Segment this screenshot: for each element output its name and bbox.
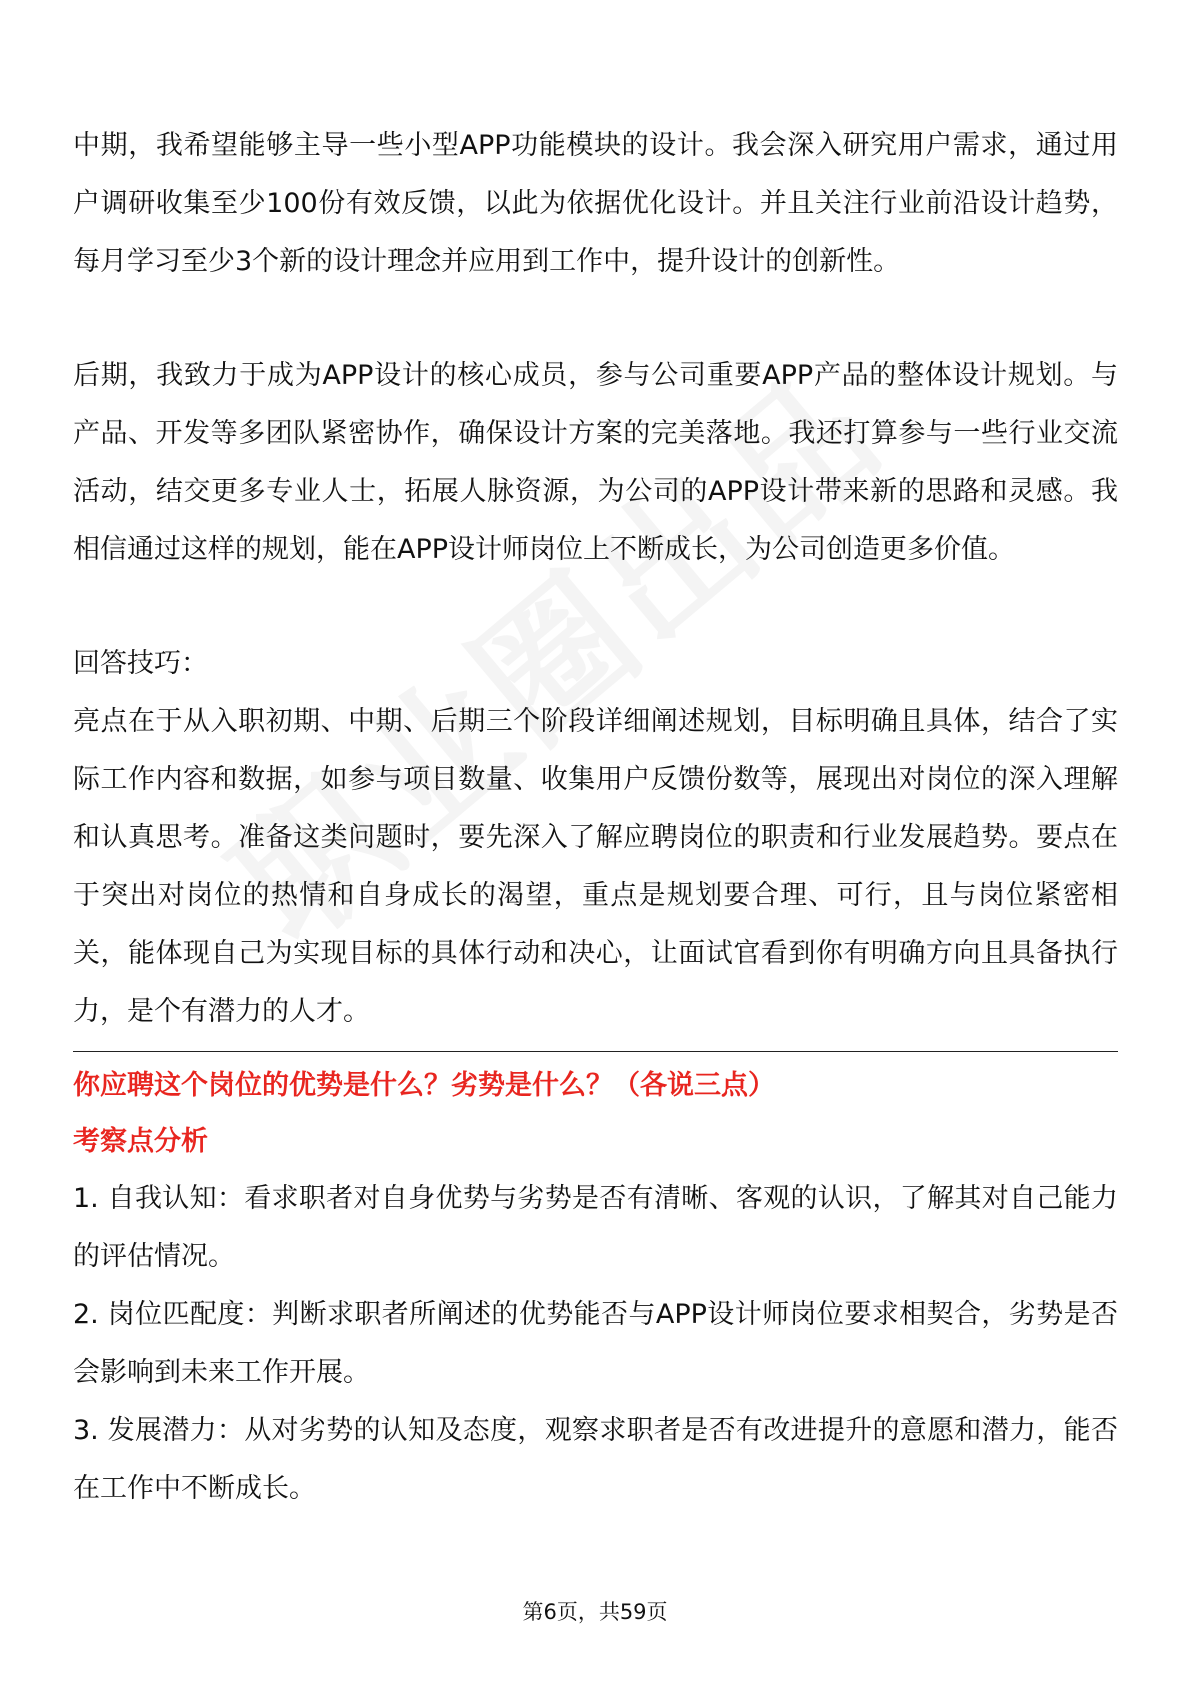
tips-label: 回答技巧： [73, 648, 208, 679]
paragraph-gap [73, 579, 1118, 635]
analysis-point: 3. 发展潜力：从对劣势的认知及态度，观察求职者是否有改进提升的意愿和潜力，能否在工作中不断成长。 [73, 1415, 1118, 1504]
document-body [73, 117, 1118, 1518]
analysis-point: 1. 自我认知：看求职者对自身优势与劣势是否有清晰、客观的认识，了解其对自己能力的评估情况。 [73, 1183, 1118, 1272]
section-divider [73, 1051, 1118, 1052]
analysis-point: 2. 岗位匹配度：判断求职者所阐述的优势能否与APP设计师岗位要求相契合，劣势是否会影响到未来工作开展。 [73, 1299, 1118, 1388]
paragraph-late-term: 后期，我致力于成为APP设计的核心成员，参与公司重要APP产品的整体设计规划。与产品、开发等多团队紧密协作，确保设计方案的完美落地。我还打算参与一些行业交流活动，结交更多专业人士，拓展人脉资源，为公司的APP设计带来新的思路和灵感。我相信通过这样的规划，能在APP设计师岗位上不断成长，为公司创造更多价值。 [73, 360, 1118, 565]
question-title: 你应聘这个岗位的优势是什么？劣势是什么？（各说三点） [73, 1070, 775, 1101]
paragraph-mid-term: 中期，我希望能够主导一些小型APP功能模块的设计。我会深入研究用户需求，通过用户调研收集至少100份有效反馈，以此为依据优化设计。并且关注行业前沿设计趋势，每月学习至少3个新的设计理念并应用到工作中，提升设计的创新性。 [73, 130, 1118, 277]
page-number: 第6页，共59页 [522, 1600, 668, 1624]
analysis-label: 考察点分析 [73, 1126, 208, 1157]
paragraph-gap [73, 291, 1118, 347]
tips-body: 亮点在于从入职初期、中期、后期三个阶段详细阐述规划，目标明确且具体，结合了实际工作内容和数据，如参与项目数量、收集用户反馈份数等，展现出对岗位的深入理解和认真思考。准备这类问题时，要先深入了解应聘岗位的职责和行业发展趋势。要点在于突出对岗位的热情和自身成长的渴望，重点是规划要合理、可行，且与岗位紧密相关，能体现自己为实现目标的具体行动和决心，让面试官看到你有明确方向且具备执行力，是个有潜力的人才。 [73, 706, 1118, 1027]
